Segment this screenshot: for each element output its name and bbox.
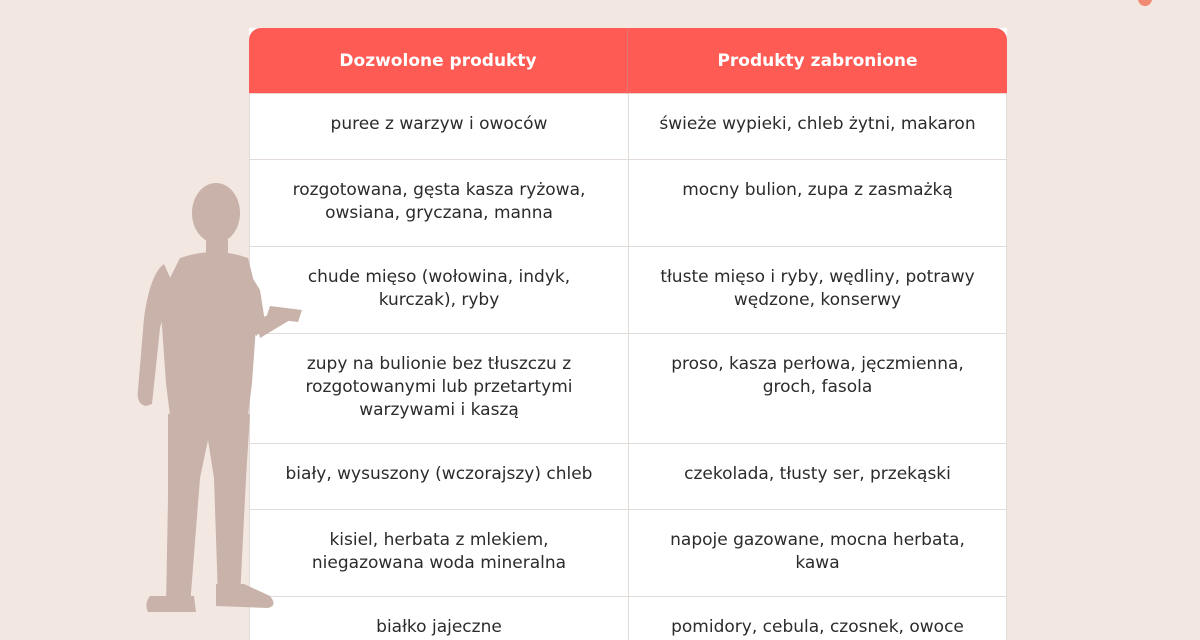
table-row <box>249 510 1007 597</box>
allowed-cell: puree z warzyw i owoców <box>249 94 628 160</box>
header-allowed-products: Dozwolone produkty <box>249 28 628 94</box>
diet-table-container <box>249 28 1007 640</box>
table-row <box>249 597 1007 640</box>
corner-accent-shape <box>1138 0 1152 6</box>
allowed-cell: zupy na bulionie bez tłuszczu z rozgotowanymi lub przetartymi warzywami i kaszą <box>249 334 628 444</box>
allowed-cell: kisiel, herbata z mlekiem, niegazowana woda mineralna <box>249 510 628 597</box>
forbidden-cell: świeże wypieki, chleb żytni, makaron <box>628 94 1007 160</box>
forbidden-cell: pomidory, cebula, czosnek, owoce <box>628 597 1007 640</box>
table-row <box>249 247 1007 334</box>
diet-table <box>249 28 1007 640</box>
header-forbidden-products: Produkty zabronione <box>628 28 1007 94</box>
table-row <box>249 444 1007 510</box>
forbidden-cell: proso, kasza perłowa, jęczmienna, groch, fasola <box>628 334 1007 444</box>
allowed-cell: biały, wysuszony (wczorajszy) chleb <box>249 444 628 510</box>
forbidden-cell: napoje gazowane, mocna herbata, kawa <box>628 510 1007 597</box>
table-row <box>249 94 1007 160</box>
allowed-cell: białko jajeczne <box>249 597 628 640</box>
allowed-cell: chude mięso (wołowina, indyk, kurczak), ryby <box>249 247 628 334</box>
forbidden-cell: tłuste mięso i ryby, wędliny, potrawy wędzone, konserwy <box>628 247 1007 334</box>
table-row <box>249 160 1007 247</box>
allowed-cell: rozgotowana, gęsta kasza ryżowa, owsiana, gryczana, manna <box>249 160 628 247</box>
forbidden-cell: mocny bulion, zupa z zasmażką <box>628 160 1007 247</box>
forbidden-cell: czekolada, tłusty ser, przekąski <box>628 444 1007 510</box>
table-row <box>249 334 1007 444</box>
table-header-row <box>249 28 1007 94</box>
standing-man-silhouette-icon <box>120 178 320 618</box>
